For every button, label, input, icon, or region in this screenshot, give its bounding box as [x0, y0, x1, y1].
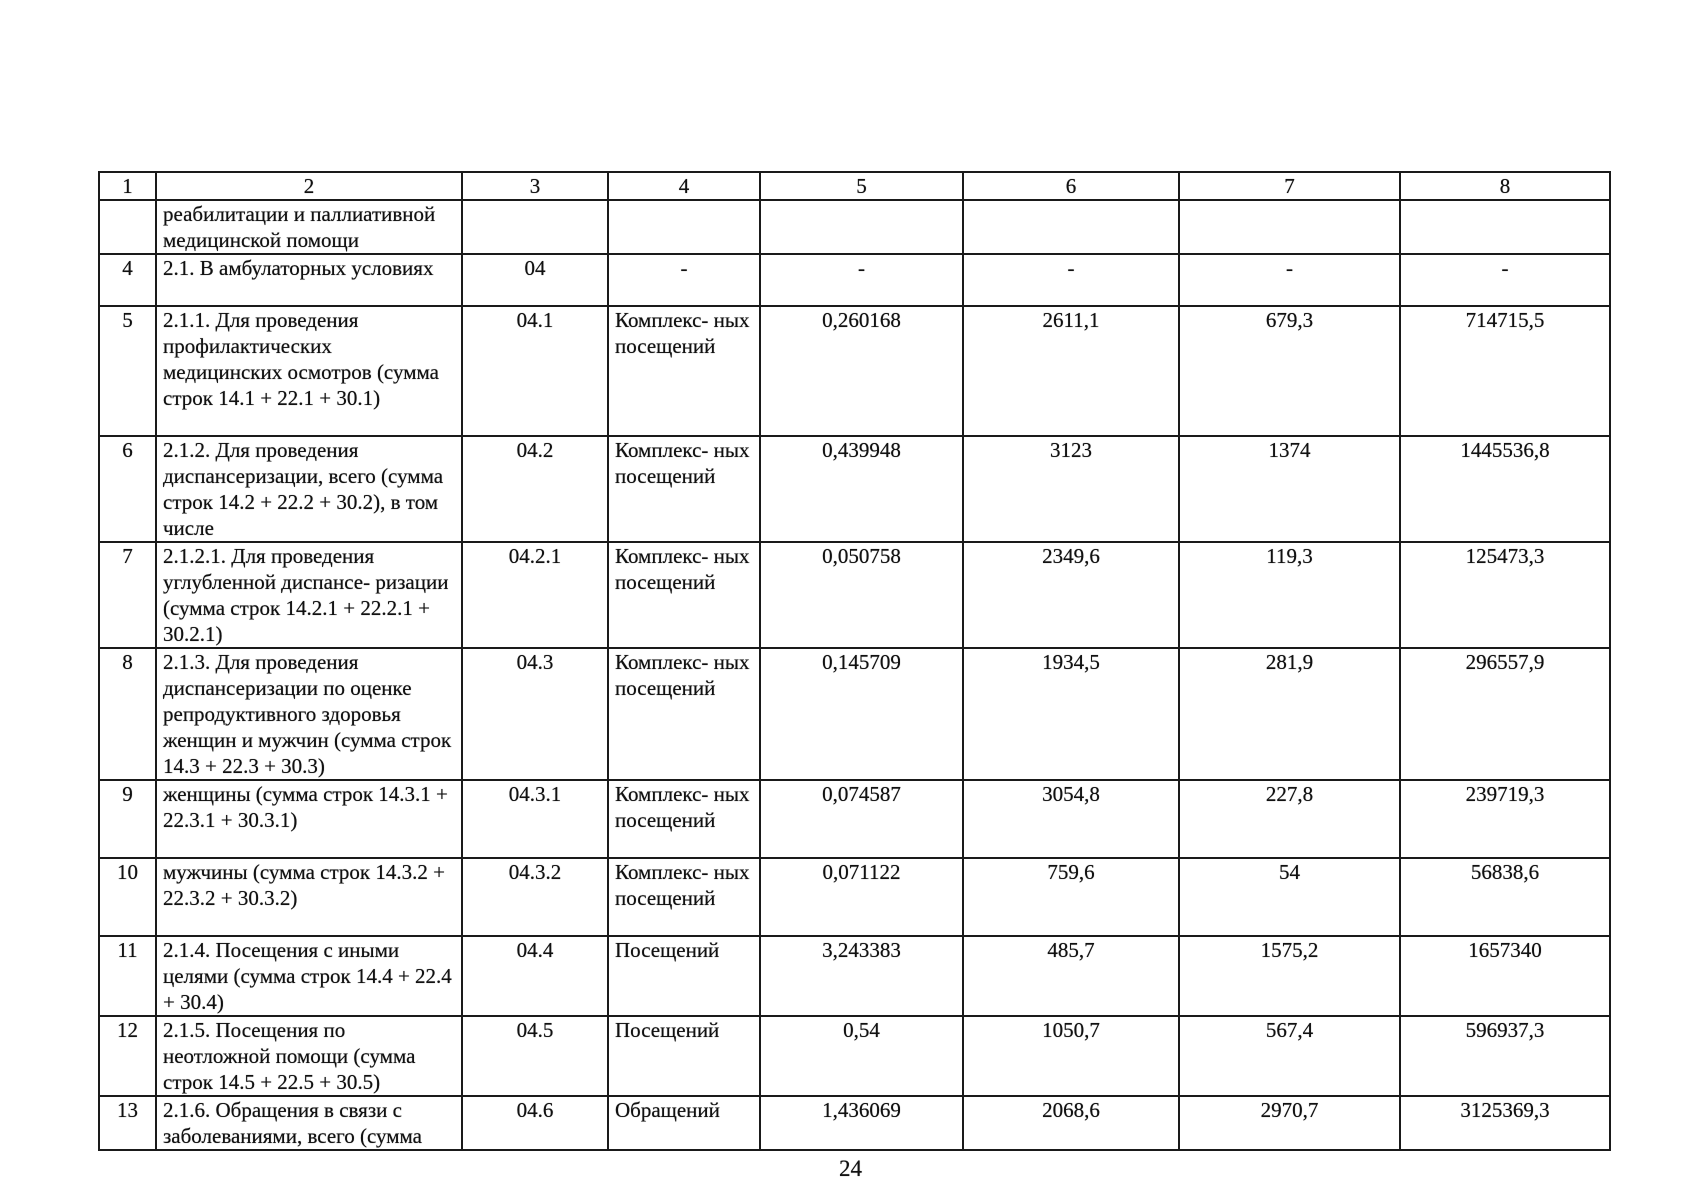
value-cell: 296557,9: [1400, 648, 1610, 780]
value-cell: 0,439948: [760, 436, 963, 542]
row-number-cell: 12: [99, 1016, 156, 1096]
row-number-cell: [99, 200, 156, 254]
row-number-cell: 7: [99, 542, 156, 648]
description-cell: 2.1.2.1. Для проведения углубленной диспансе- ризации (сумма строк 14.2.1 + 22.2.1 + 30.2.1): [156, 542, 462, 648]
value-cell: 0,260168: [760, 306, 963, 436]
code-cell: 04.3.1: [462, 780, 608, 858]
value-cell: 1657340: [1400, 936, 1610, 1016]
value-cell: [760, 200, 963, 254]
description-cell: 2.1.2. Для проведения диспансеризации, всего (сумма строк 14.2 + 22.2 + 30.2), в том числе: [156, 436, 462, 542]
table-row: [99, 1016, 1610, 1096]
description-cell: 2.1.4. Посещения с иными целями (сумма строк 14.4 + 22.4 + 30.4): [156, 936, 462, 1016]
description-cell: мужчины (сумма строк 14.3.2 + 22.3.2 + 30.3.2): [156, 858, 462, 936]
unit-cell: Комплекс- ных посещений: [608, 542, 760, 648]
code-cell: 04.5: [462, 1016, 608, 1096]
description-cell: 2.1. В амбулаторных условиях: [156, 254, 462, 306]
header-cell: 8: [1400, 172, 1610, 200]
row-number-cell: 8: [99, 648, 156, 780]
value-cell: 3054,8: [963, 780, 1179, 858]
code-cell: 04: [462, 254, 608, 306]
unit-cell: -: [608, 254, 760, 306]
description-cell: реабилитации и паллиативной медицинской помощи: [156, 200, 462, 254]
value-cell: 2611,1: [963, 306, 1179, 436]
value-cell: 1934,5: [963, 648, 1179, 780]
row-number-cell: 5: [99, 306, 156, 436]
row-number-cell: 4: [99, 254, 156, 306]
table-row: [99, 542, 1610, 648]
header-cell: 4: [608, 172, 760, 200]
value-cell: 125473,3: [1400, 542, 1610, 648]
unit-cell: Обращений: [608, 1096, 760, 1150]
row-number-cell: 6: [99, 436, 156, 542]
value-cell: 239719,3: [1400, 780, 1610, 858]
header-cell: 1: [99, 172, 156, 200]
row-number-cell: 9: [99, 780, 156, 858]
value-cell: 2068,6: [963, 1096, 1179, 1150]
value-cell: -: [1179, 254, 1400, 306]
header-cell: 5: [760, 172, 963, 200]
table-row: [99, 648, 1610, 780]
value-cell: 485,7: [963, 936, 1179, 1016]
value-cell: 679,3: [1179, 306, 1400, 436]
value-cell: 0,54: [760, 1016, 963, 1096]
value-cell: 54: [1179, 858, 1400, 936]
value-cell: 0,050758: [760, 542, 963, 648]
code-cell: 04.4: [462, 936, 608, 1016]
page-number: 24: [839, 1156, 862, 1181]
value-cell: [1400, 200, 1610, 254]
value-cell: [1179, 200, 1400, 254]
value-cell: 1050,7: [963, 1016, 1179, 1096]
code-cell: 04.1: [462, 306, 608, 436]
row-number-cell: 10: [99, 858, 156, 936]
unit-cell: [608, 200, 760, 254]
header-cell: 2: [156, 172, 462, 200]
value-cell: 2349,6: [963, 542, 1179, 648]
value-cell: 119,3: [1179, 542, 1400, 648]
value-cell: 2970,7: [1179, 1096, 1400, 1150]
code-cell: 04.2.1: [462, 542, 608, 648]
unit-cell: Комплекс- ных посещений: [608, 858, 760, 936]
value-cell: 714715,5: [1400, 306, 1610, 436]
table-row: [99, 858, 1610, 936]
value-cell: [963, 200, 1179, 254]
value-cell: 1445536,8: [1400, 436, 1610, 542]
unit-cell: Посещений: [608, 1016, 760, 1096]
value-cell: 1575,2: [1179, 936, 1400, 1016]
code-cell: [462, 200, 608, 254]
description-cell: 2.1.1. Для проведения профилактических медицинских осмотров (сумма строк 14.1 + 22.1 + 30.1): [156, 306, 462, 436]
table-row: [99, 936, 1610, 1016]
value-cell: -: [1400, 254, 1610, 306]
table-row: [99, 436, 1610, 542]
description-cell: 2.1.3. Для проведения диспансеризации по оценке репродуктивного здоровья женщин и мужчин (сумма строк 14.3 + 22.3 + 30.3): [156, 648, 462, 780]
value-cell: -: [963, 254, 1179, 306]
code-cell: 04.3.2: [462, 858, 608, 936]
table-row: [99, 306, 1610, 436]
table-row: [99, 200, 1610, 254]
table-row: [99, 1096, 1610, 1150]
header-cell: 3: [462, 172, 608, 200]
table-header-row: [99, 172, 1610, 200]
value-cell: -: [760, 254, 963, 306]
header-cell: 6: [963, 172, 1179, 200]
value-cell: 3,243383: [760, 936, 963, 1016]
value-cell: 759,6: [963, 858, 1179, 936]
code-cell: 04.2: [462, 436, 608, 542]
unit-cell: Посещений: [608, 936, 760, 1016]
header-cell: 7: [1179, 172, 1400, 200]
value-cell: 0,145709: [760, 648, 963, 780]
value-cell: 3123: [963, 436, 1179, 542]
value-cell: 0,074587: [760, 780, 963, 858]
description-cell: 2.1.6. Обращения в связи с заболеваниями, всего (сумма: [156, 1096, 462, 1150]
value-cell: 227,8: [1179, 780, 1400, 858]
value-cell: 281,9: [1179, 648, 1400, 780]
unit-cell: Комплекс- ных посещений: [608, 436, 760, 542]
table-row: [99, 254, 1610, 306]
description-cell: 2.1.5. Посещения по неотложной помощи (сумма строк 14.5 + 22.5 + 30.5): [156, 1016, 462, 1096]
value-cell: 1374: [1179, 436, 1400, 542]
data-table: [98, 171, 1611, 1151]
value-cell: 596937,3: [1400, 1016, 1610, 1096]
row-number-cell: 11: [99, 936, 156, 1016]
unit-cell: Комплекс- ных посещений: [608, 648, 760, 780]
code-cell: 04.6: [462, 1096, 608, 1150]
unit-cell: Комплекс- ных посещений: [608, 780, 760, 858]
value-cell: 0,071122: [760, 858, 963, 936]
value-cell: 1,436069: [760, 1096, 963, 1150]
table-row: [99, 780, 1610, 858]
code-cell: 04.3: [462, 648, 608, 780]
description-cell: женщины (сумма строк 14.3.1 + 22.3.1 + 30.3.1): [156, 780, 462, 858]
unit-cell: Комплекс- ных посещений: [608, 306, 760, 436]
value-cell: 567,4: [1179, 1016, 1400, 1096]
value-cell: 56838,6: [1400, 858, 1610, 936]
value-cell: 3125369,3: [1400, 1096, 1610, 1150]
row-number-cell: 13: [99, 1096, 156, 1150]
